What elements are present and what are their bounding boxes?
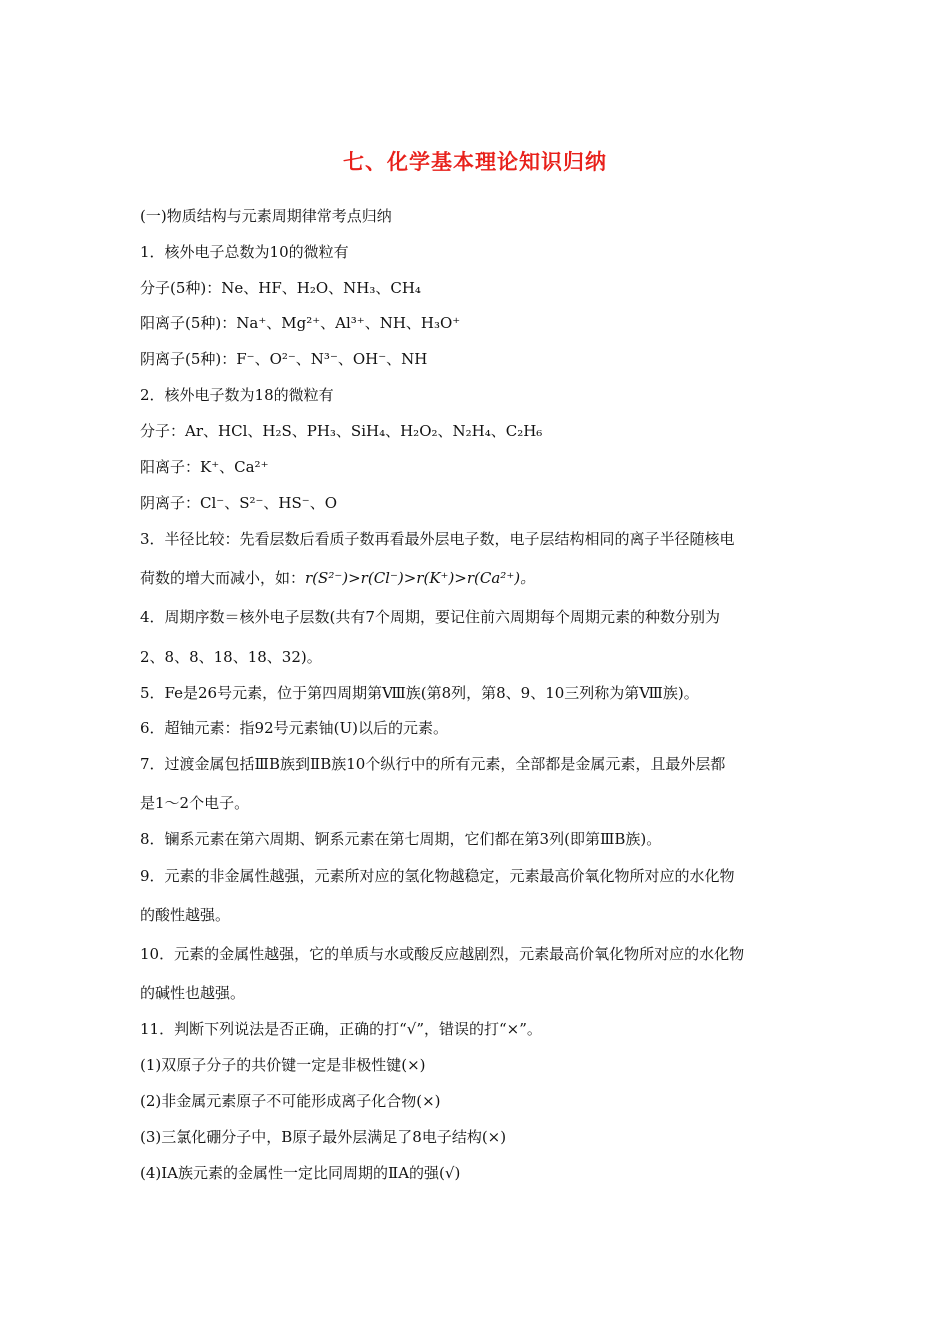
section-heading: (一)物质结构与元素周期律常考点归纳 — [140, 207, 392, 225]
text-line: 阴离子(5种)：F⁻、O²⁻、N³⁻、OH⁻、NH — [140, 350, 428, 368]
text-line: 10．元素的金属性越强，它的单质与水或酸反应越剧烈，元素最高价氧化物所对应的水化物 — [140, 945, 745, 963]
text-line: 分子：Ar、HCl、H₂S、PH₃、SiH₄、H₂O₂、N₂H₄、C₂H₆ — [140, 422, 543, 440]
text-line: 阳离子：K⁺、Ca²⁺ — [140, 458, 269, 476]
text-line: 分子(5种)：Ne、HF、H₂O、NH₃、CH₄ — [140, 279, 421, 297]
text-line: 的酸性越强。 — [140, 906, 231, 924]
text-line: 8．镧系元素在第六周期、锕系元素在第七周期，它们都在第3列(即第ⅢB族)。 — [140, 830, 662, 848]
text-line: 的碱性也越强。 — [140, 984, 246, 1002]
text-line: 阳离子(5种)：Na⁺、Mg²⁺、Al³⁺、NH、H₃O⁺ — [140, 314, 461, 332]
text-line: 2、8、8、18、18、32)。 — [140, 648, 322, 666]
text-line: 11．判断下列说法是否正确，正确的打“√”，错误的打“×”。 — [140, 1020, 542, 1038]
text-line: 是1～2个电子。 — [140, 794, 250, 812]
text-line: (3)三氯化硼分子中，B原子最外层满足了8电子结构(×) — [140, 1128, 507, 1146]
text-line: 阴离子：Cl⁻、S²⁻、HS⁻、O — [140, 494, 337, 512]
text-line: 荷数的增大而减小，如：r(S²⁻)>r(Cl⁻)>r(K⁺)>r(Ca²⁺)。 — [140, 569, 536, 587]
text-line: 5．Fe是26号元素，位于第四周期第Ⅷ族(第8列，第8、9、10三列称为第Ⅷ族)。 — [140, 684, 699, 702]
text-line: 4．周期序数＝核外电子层数(共有7个周期，要记住前六周期每个周期元素的种数分别为 — [140, 608, 720, 626]
page-title: 七、化学基本理论知识归纳 — [343, 150, 607, 174]
text-line: 2．核外电子数为18的微粒有 — [140, 386, 334, 404]
text-line: 6．超铀元素：指92号元素铀(U)以后的元素。 — [140, 719, 448, 737]
text-line: 3．半径比较：先看层数后看质子数再看最外层电子数，电子层结构相同的离子半径随核电 — [140, 530, 735, 548]
text-line: 7．过渡金属包括ⅢB族到ⅡB族10个纵行中的所有元素，全部都是金属元素，且最外层都 — [140, 755, 726, 773]
text-line: 9．元素的非金属性越强，元素所对应的氢化物越稳定，元素最高价氧化物所对应的水化物 — [140, 867, 735, 885]
text-line: 1．核外电子总数为10的微粒有 — [140, 243, 349, 261]
text-line: (4)ⅠA族元素的金属性一定比同周期的ⅡA的强(√) — [140, 1164, 461, 1182]
text-line: (2)非金属元素原子不可能形成离子化合物(×) — [140, 1092, 441, 1110]
text-line: (1)双原子分子的共价键一定是非极性键(×) — [140, 1056, 426, 1074]
